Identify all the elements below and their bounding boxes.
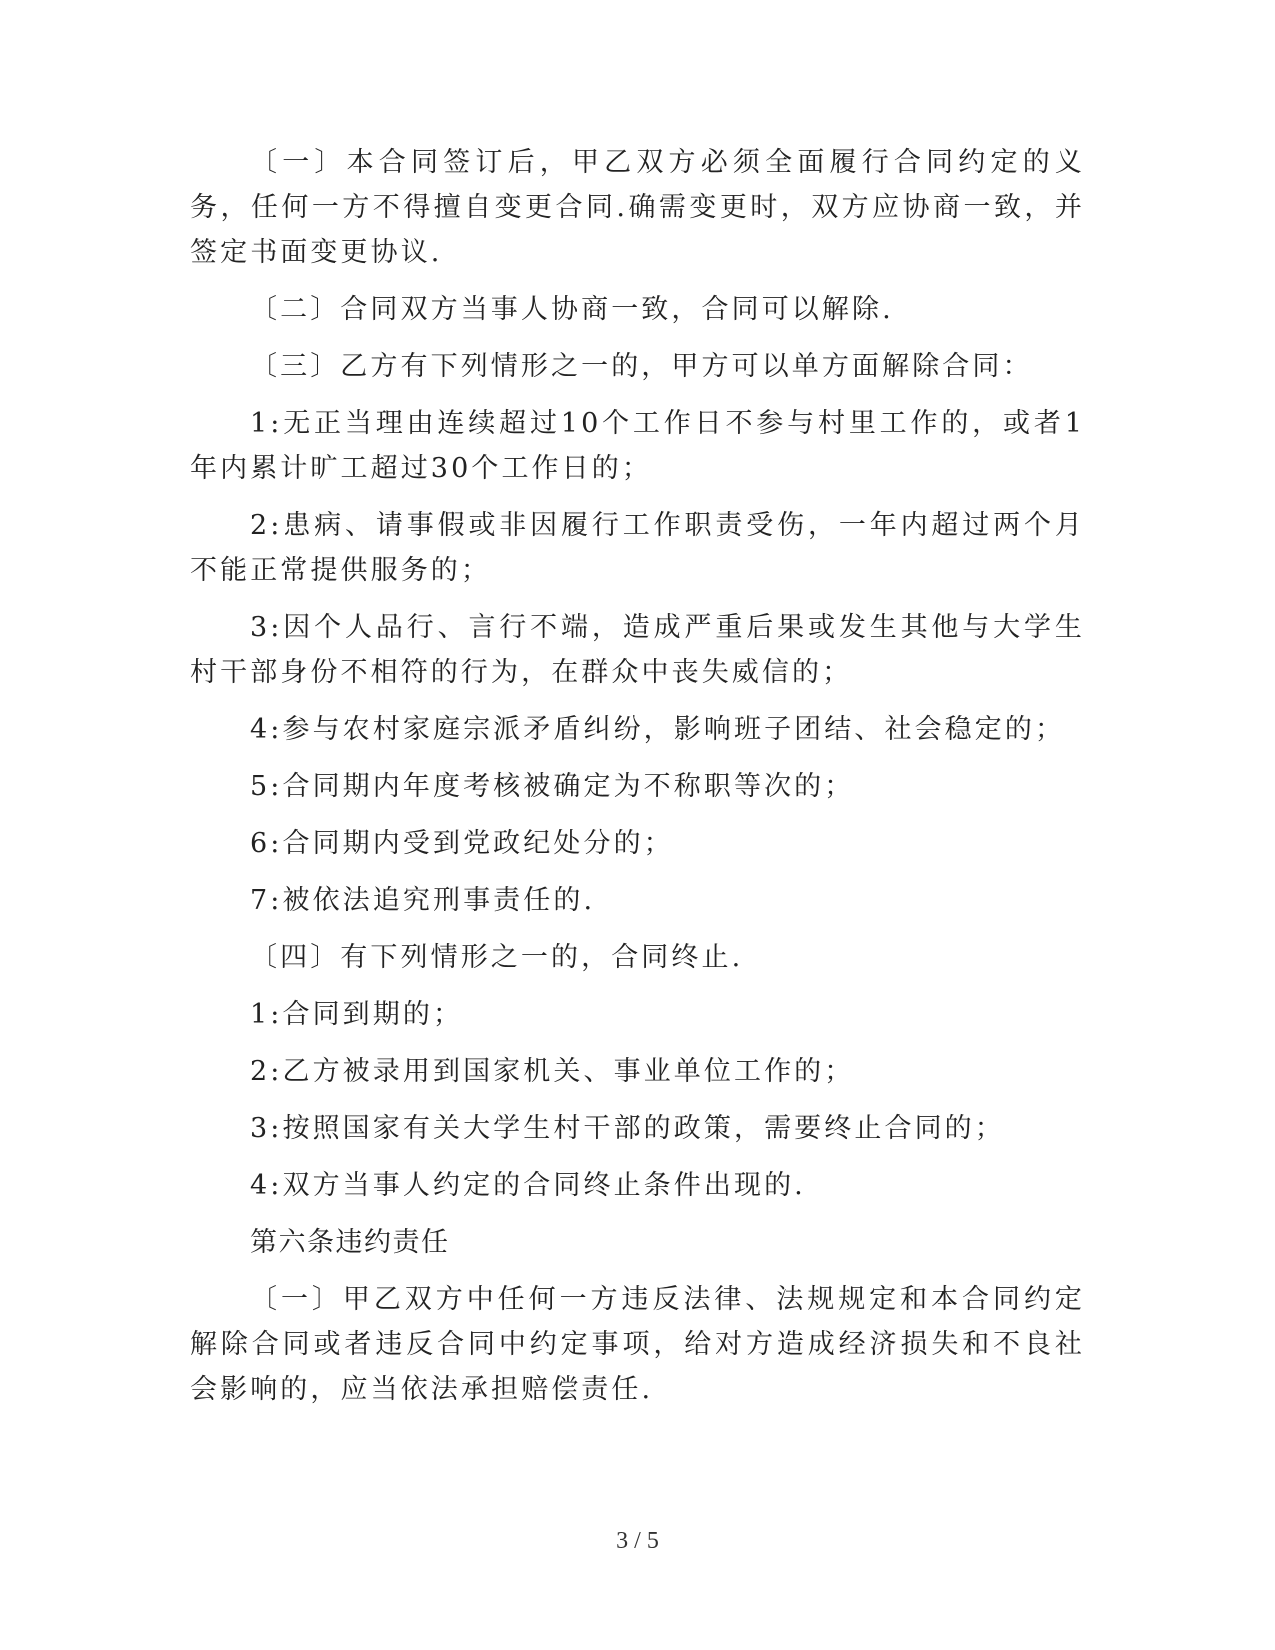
clause-paragraph: 〔二〕合同双方当事人协商一致，合同可以解除. <box>250 294 894 325</box>
list-item: 1:合同到期的； <box>250 999 464 1030</box>
page-number: 3 / 5 <box>616 1528 659 1554</box>
article-heading: 第六条违约责任 <box>250 1227 450 1258</box>
list-item: 2:患病、请事假或非因履行工作职责受伤，一年内超过两个月不能正常提供服务的； <box>190 510 1085 586</box>
clause-paragraph: 〔一〕甲乙双方中任何一方违反法律、法规规定和本合同约定解除合同或者违反合同中约定事项，给对方造成经济损失和不良社会影响的，应当依法承担赔偿责任. <box>190 1284 1085 1405</box>
list-item: 5:合同期内年度考核被确定为不称职等次的； <box>250 771 855 802</box>
list-item: 6:合同期内受到党政纪处分的； <box>250 828 674 859</box>
list-item: 4:参与农村家庭宗派矛盾纠纷，影响班子团结、社会稳定的； <box>250 714 1066 745</box>
document-body <box>190 140 1085 1424</box>
list-item: 4:双方当事人约定的合同终止条件出现的. <box>250 1170 806 1201</box>
clause-paragraph: 〔四〕有下列情形之一的，合同终止. <box>250 942 744 973</box>
list-item: 3:因个人品行、言行不端，造成严重后果或发生其他与大学生村干部身份不相符的行为，在群众中丧失威信的； <box>190 612 1085 688</box>
clause-paragraph: 〔一〕本合同签订后，甲乙双方必须全面履行合同约定的义务，任何一方不得擅自变更合同.确需变更时，双方应协商一致，并签定书面变更协议. <box>190 147 1085 268</box>
list-item: 1:无正当理由连续超过10个工作日不参与村里工作的，或者1年内累计旷工超过30个工作日的； <box>190 408 1085 484</box>
clause-paragraph: 〔三〕乙方有下列情形之一的，甲方可以单方面解除合同： <box>250 351 1033 382</box>
list-item: 2:乙方被录用到国家机关、事业单位工作的； <box>250 1056 855 1087</box>
list-item: 3:按照国家有关大学生村干部的政策，需要终止合同的； <box>250 1113 1005 1144</box>
list-item: 7:被依法追究刑事责任的. <box>250 885 596 916</box>
